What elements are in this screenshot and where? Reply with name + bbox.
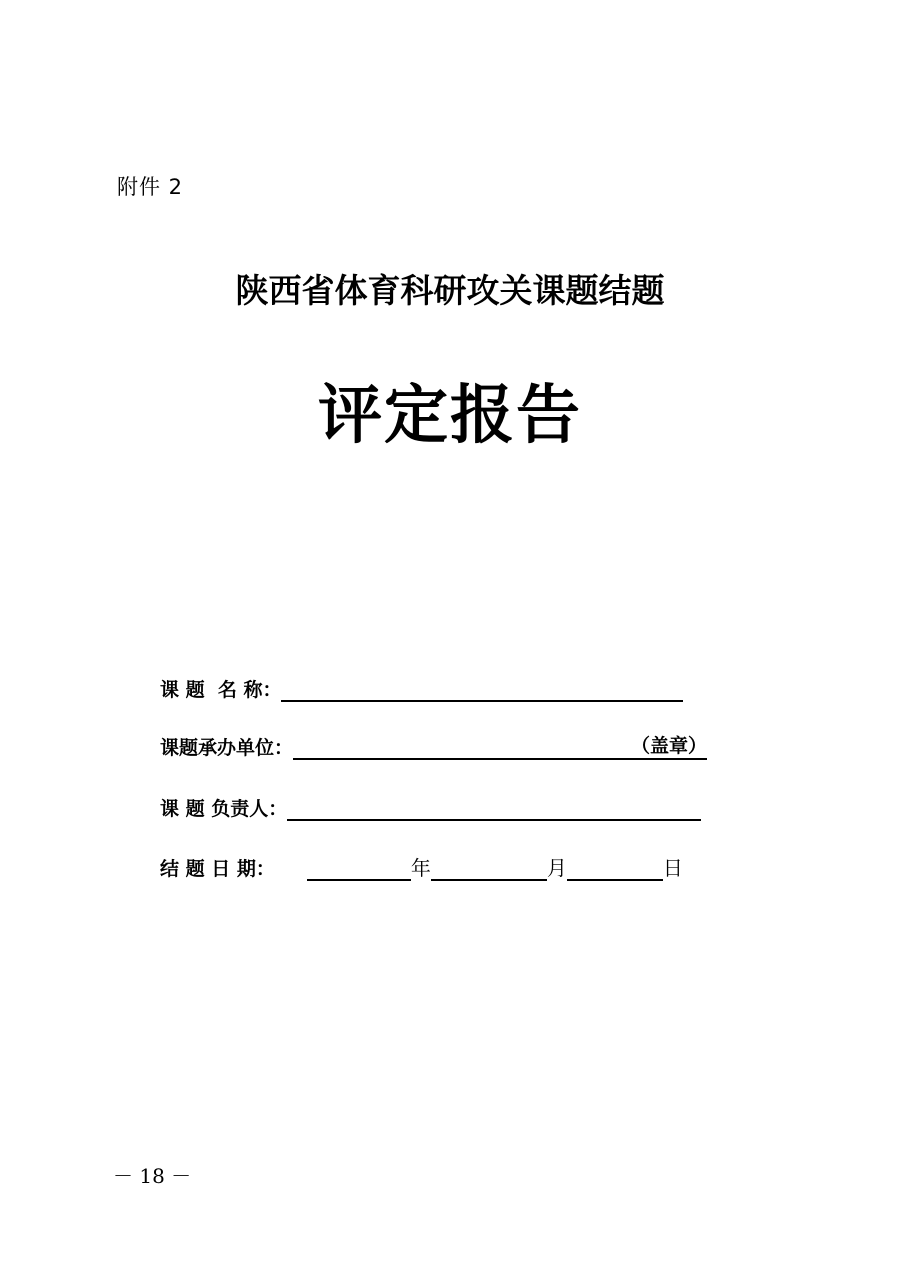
date-month-field[interactable] [431,857,547,881]
date-month-unit: 月 [546,856,567,880]
date-year-field[interactable] [307,857,411,881]
report-title: 陕西省体育科研攻关课题结题 [235,271,665,310]
project-name-label: 课 题 名 称： [160,679,282,701]
date-year-unit: 年 [410,856,431,880]
page-number: － 18 － [113,1164,192,1188]
project-name-field[interactable] [281,678,683,702]
project-leader-row [160,795,701,821]
undertaking-unit-field[interactable] [293,736,707,760]
completion-date-label: 结 题 日 期： [160,858,275,880]
undertaking-unit-label: 课题承办单位： [160,737,294,759]
project-leader-label: 课 题 负责人： [160,798,288,820]
date-day-unit: 日 [662,856,683,880]
project-leader-field[interactable] [287,797,701,821]
undertaking-unit-row [160,734,707,760]
date-day-field[interactable] [567,857,663,881]
seal-note: （盖章） [631,735,708,757]
project-name-row [160,676,683,702]
report-subtitle: 评定报告 [318,378,582,453]
completion-date-row [160,855,683,881]
attachment-label: 附件 2 [117,175,184,199]
